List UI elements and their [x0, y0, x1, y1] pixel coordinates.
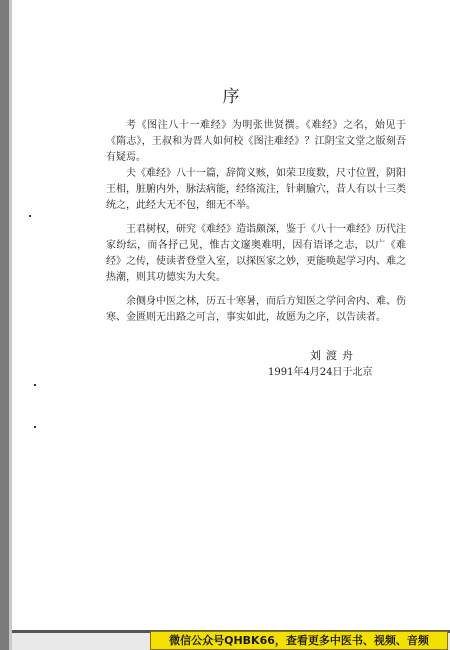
paragraph-1: 考《图注八十一难经》为明张世贤撰。《难经》之名，始见于《隋志》，王叔和为晋人如何校《图注难经》？江阴宝文堂之版刻吾有疑焉。	[106, 120, 406, 163]
paragraph-2: 夫《难经》八十一篇，辞简义赅，如荣卫度数，尺寸位置，阴阳王相，脏腑内外，脉法病能，经络流注，针刺腧穴，昔人有以十三类统之，此经大无不包，细无不举。	[106, 168, 406, 211]
window-left-edge	[0, 0, 9, 650]
paragraph-3: 王君树权，研究《难经》造诣颇深，鉴于《八十一难经》历代注家纷纭，而各抒己见，惟古文邃奥难明，因有语译之志，以广《难经》之传，使读者登堂入室，以探医家之妙，更能唤起学习内、难之热潮，则其功德实为大矣。	[106, 224, 406, 283]
watermark-banner: 微信公众号QHBK66，查看更多中医书、视频、音频	[150, 631, 448, 650]
author-signature: 刘渡舟	[310, 349, 358, 362]
paragraph-4: 余侧身中医之林，历五十寒暑，而后方知医之学问舍内、难、伤寒、金匮则无出路之可言，事实如此，故愿为之序，以告读者。	[106, 296, 406, 323]
document-page	[14, 0, 450, 628]
scan-speck	[34, 384, 36, 386]
window-left-edge-shadow	[9, 0, 12, 650]
scan-speck	[34, 426, 36, 428]
page-title: 序	[222, 87, 242, 107]
signature-date: 1991年4月24日于北京	[268, 367, 373, 378]
scan-speck	[29, 215, 31, 217]
